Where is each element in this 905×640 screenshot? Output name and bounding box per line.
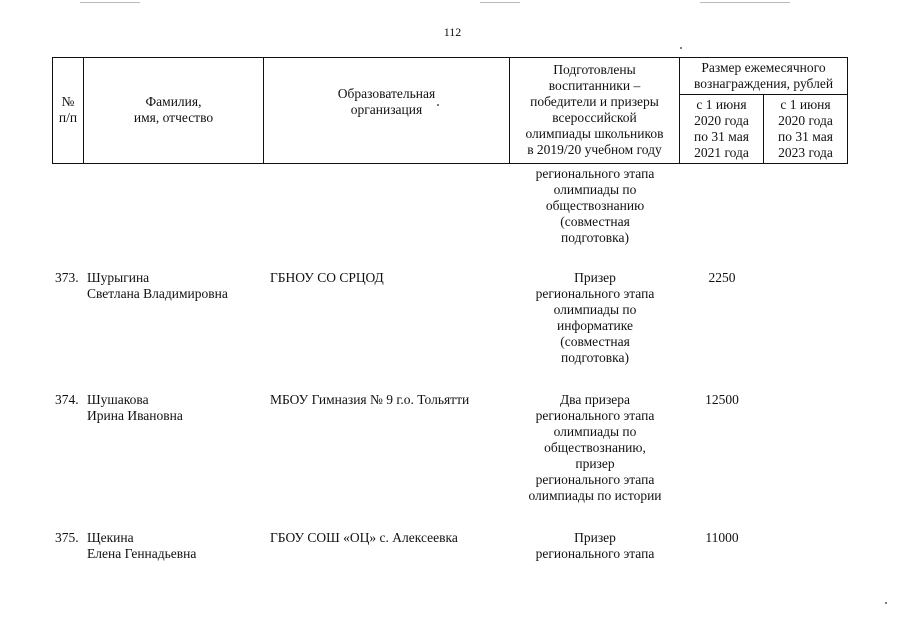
row-name: Шурыгина Светлана Владимировна [87,270,228,301]
row-organization: ГБНОУ СО СРЦОД [270,270,384,285]
row-name: Щекина Елена Геннадьевна [87,530,197,561]
row-name: Шушакова Ирина Ивановна [87,392,183,423]
continuation-text: регионального этапа олимпиады по обществознанию (совместная подготовка) [535,166,655,245]
header-name: Фамилия, имя, отчество [133,94,214,125]
row-organization: ГБОУ СОШ «ОЦ» с. Алексеевка [270,530,458,545]
scan-artifact [80,2,140,3]
row-number: 375. [55,530,79,545]
table-header [52,57,848,163]
row-prepared: Два призера регионального этапа олимпиады по обществознанию, призер регионального этапа олимпиады по истории [528,392,662,503]
scan-speck [680,47,682,49]
row-amount: 12500 [705,392,739,407]
header-prepared: Подготовлены воспитанники – победители и призеры всероссийской олимпиады школьников в 2019/20 учебном году [525,62,664,157]
row-prepared: Призер регионального этапа олимпиады по информатике (совместная подготовка) [535,270,655,365]
row-amount: 2250 [708,270,736,285]
row-prepared: Призер регионального этапа [535,530,655,561]
header-period-2: с 1 июня 2020 года по 31 мая 2023 года [778,97,833,160]
scan-speck [885,602,887,604]
row-number: 373. [55,270,79,285]
scan-artifact [480,2,520,3]
scan-artifact [700,2,790,3]
header-period-1: с 1 июня 2020 года по 31 мая 2021 года [694,97,749,160]
row-number: 374. [55,392,79,407]
header-reward: Размер ежемесячного вознаграждения, рублей [693,59,834,91]
header-num: № п/п [58,94,78,125]
scan-speck [437,104,439,106]
header-org: Образовательная организация [337,86,436,117]
page-number: 112 [443,25,462,39]
row-organization: МБОУ Гимназия № 9 г.о. Тольятти [270,392,470,407]
row-amount: 11000 [705,530,739,545]
